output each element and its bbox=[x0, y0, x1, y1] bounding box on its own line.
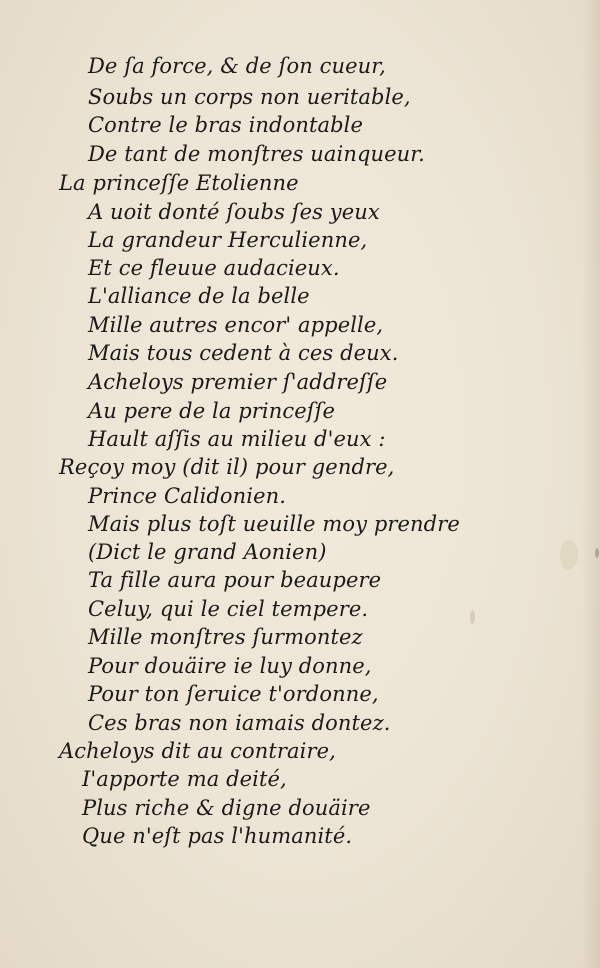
verse-line: Celuy, qui le ciel tempere. bbox=[88, 597, 369, 621]
verse-line: La grandeur Herculienne, bbox=[88, 228, 368, 252]
verse-line: I'apporte ma deité, bbox=[82, 767, 287, 791]
verse-line: Ces bras non iamais dontez. bbox=[88, 711, 391, 735]
verse-line: Et ce fleuue audacieux. bbox=[88, 256, 340, 280]
verse-line: La princeſſe Etolienne bbox=[59, 171, 299, 195]
verse-line: Plus riche & digne douäire bbox=[82, 796, 371, 820]
verse-line: De tant de monſtres uainqueur. bbox=[88, 142, 425, 166]
verse-line: Pour ton ſeruice t'ordonne, bbox=[88, 682, 379, 706]
verse-line: Acheloys premier ſ'addreſſe bbox=[88, 370, 388, 394]
verse-line: Hault aſſis au milieu d'eux : bbox=[88, 427, 386, 451]
verse-line: Mille monſtres ſurmontez bbox=[88, 625, 363, 649]
verse-line: De ſa force, & de ſon cueur, bbox=[88, 54, 386, 78]
paper-mark bbox=[595, 548, 599, 558]
verse-line: Au pere de la princeſſe bbox=[88, 399, 336, 423]
verse-line: Contre le bras indontable bbox=[88, 113, 363, 137]
verse-line: L'alliance de la belle bbox=[88, 284, 310, 308]
verse-line: Ta fille aura pour beaupere bbox=[88, 568, 382, 592]
verse-line: Soubs un corps non ueritable, bbox=[88, 85, 411, 109]
verse-line: Prince Calidonien. bbox=[88, 484, 287, 508]
verse-line: Mais plus toſt ueuille moy prendre bbox=[88, 512, 460, 536]
verse-line: Que n'eſt pas l'humanité. bbox=[82, 824, 353, 848]
verse-line: A uoit donté ſoubs ſes yeux bbox=[88, 200, 380, 224]
verse-line: Mais tous cedent à ces deux. bbox=[88, 341, 399, 365]
paper-stain bbox=[560, 540, 578, 570]
verse-line: Mille autres encor' appelle, bbox=[88, 313, 384, 337]
page-edge-shadow bbox=[582, 0, 600, 968]
verse-line: Reçoy moy (dit il) pour gendre, bbox=[59, 455, 395, 479]
verse-line: Pour douäire ie luy donne, bbox=[88, 654, 372, 678]
verse-line: (Dict le grand Aonien) bbox=[88, 540, 327, 564]
paper-mark bbox=[470, 610, 475, 624]
verse-line: Acheloys dit au contraire, bbox=[59, 739, 336, 763]
